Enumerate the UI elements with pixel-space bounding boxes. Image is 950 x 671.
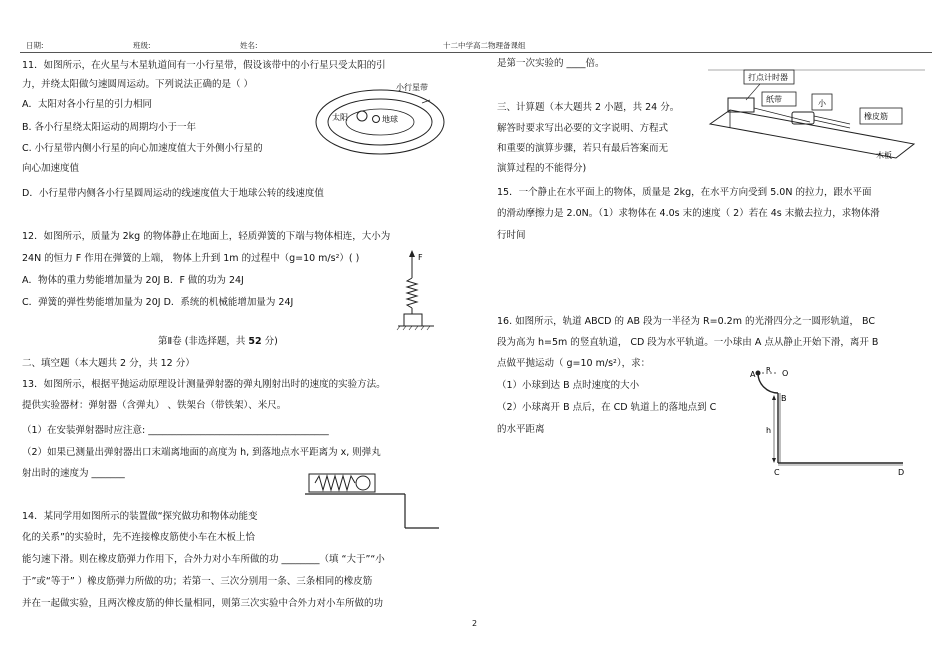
label-height: h	[766, 426, 772, 435]
q16-line5: （2）小球离开 B 点后，在 CD 轨道上的落地点到 C	[497, 402, 717, 413]
q14-line3: 能匀速下滑。则在橡皮筋弹力作用下，合外力对小车所做的功 ________（填 “大于”“小	[22, 554, 385, 565]
label-timer: 打点计时器	[748, 73, 788, 82]
header-class: 班级:	[133, 41, 151, 50]
track-abcd-figure	[738, 365, 913, 485]
calc-instruction-3: 和重要的演算步骤，若只有最后答案而无	[497, 143, 669, 154]
asteroid-belt-figure	[310, 80, 470, 160]
q14-line1: 14．某同学用如图所示的装置做“探究做功和物体动能变	[22, 511, 258, 522]
label-tape: 纸带	[766, 95, 782, 104]
q12-line1: 12．如图所示，质量为 2kg 的物体静止在地面上，轻质弹簧的下端与物体相连，大小为	[22, 231, 391, 242]
q11-option-d: D．小行星带内侧各小行星圆周运动的线速度值大于地球公转的线速度值	[22, 188, 324, 199]
q13-line3: （1）在安装弹射器时应注意: ______________________________________	[22, 425, 329, 436]
section-2-post: 分)	[261, 336, 278, 347]
q12-line2: 24N 的恒力 F 作用在弹簧的上端， 物体上升到 1m 的过程中（g=10 m/s²）( )	[22, 253, 360, 264]
header-school: 十二中学高二物理备课组	[443, 41, 526, 50]
q14-line5: 并在一起做实验，且两次橡皮筋的伸长量相同，则第三次实验中合外力对小车所做的功	[22, 598, 384, 609]
q13-line1: 13．如图所示，根据平抛运动原理设计测量弹射器的弹丸刚射出时的速度的实验方法。	[22, 379, 386, 390]
calc-instruction-4: 演算过程的不能得分)	[497, 163, 587, 174]
q14-continued: 是第一次实验的 ____倍。	[497, 58, 605, 69]
label-point-c: C	[774, 468, 780, 477]
section-2-title	[158, 335, 278, 349]
q11-option-c1: C. 小行星带内侧小行星的向心加速度值大于外侧小行星的	[22, 143, 263, 154]
q12-options-ab: A．物体的重力势能增加量为 20J B．F 做的功为 24J	[22, 275, 244, 286]
q15-line2: 的滑动摩擦力是 2.0N。（1）求物体在 4.0s 末的速度（ 2）若在 4s 末撤去拉力，求物体滑	[497, 208, 880, 219]
q11-option-c2: 向心加速度值	[22, 163, 80, 174]
q14-line4: 于”或“等于” ）橡皮筋弹力所做的功；若第一、三次分别用一条、三条相同的橡皮筋	[22, 576, 373, 587]
q11-line2: 力，并绕太阳做匀速圆周运动。下列说法正确的是（ ）	[22, 79, 254, 90]
calc-section-title: 三、计算题（本大题共 2 小题，共 24 分。	[497, 102, 680, 113]
label-radius: R	[766, 366, 771, 374]
launcher-figure	[305, 466, 445, 532]
label-board: 木板	[876, 151, 892, 160]
q16-line3: 点做平抛运动（ g=10 m/s²），求：	[497, 358, 651, 369]
label-cart: 小	[818, 99, 826, 108]
label-point-o: O	[782, 369, 789, 378]
fill-section-title: 二、填空题（本大题共 2 分，共 12 分）	[22, 358, 195, 369]
q15-line1: 15．一个静止在水平面上的物体，质量是 2kg，在水平方向受到 5.0N 的拉力，跟水平面	[497, 187, 872, 198]
section-2-pre: 第Ⅱ卷 (非选择题，共	[158, 336, 249, 347]
label-point-a: A	[750, 370, 756, 379]
q12-options-cd: C．弹簧的弹性势能增加量为 20J D．系统的机械能增加量为 24J	[22, 297, 294, 308]
header-name: 姓名:	[240, 41, 258, 50]
q13-line5: 射出时的速度为 _______	[22, 468, 125, 479]
calc-instruction-2: 解答时要求写出必要的文字说明、方程式	[497, 123, 669, 134]
section-2-score: 52	[248, 336, 262, 347]
q16-line1: 16. 如图所示，轨道 ABCD 的 AB 段为一半径为 R=0.2m 的光滑四分之一圆形轨道， BC	[497, 316, 875, 327]
label-point-d: D	[898, 468, 905, 477]
label-sun: 太阳	[332, 113, 348, 122]
q11-option-b: B. 各小行星绕太阳运动的周期均小于一年	[22, 122, 197, 133]
label-force-f: F	[418, 253, 423, 262]
label-earth: 地球	[382, 115, 398, 124]
page-number: 2	[472, 619, 478, 628]
header-rule	[20, 52, 932, 53]
label-point-b: B	[781, 394, 787, 403]
q13-line2: 提供实验器材：弹射器（含弹丸） 、铁架台（带铁架）、米尺。	[22, 400, 287, 411]
q16-line4: （1）小球到达 B 点时速度的大小	[497, 380, 640, 391]
q13-line4: （2）如果已测量出弹射器出口末端离地面的高度为 h, 到落地点水平距离为 x, 则弹丸	[22, 447, 381, 458]
label-asteroid-belt: 小行星带	[396, 83, 428, 92]
label-rubber-band: 橡皮筋	[864, 112, 888, 121]
q16-line6: 的水平距离	[497, 424, 545, 435]
q15-line3: 行时间	[497, 230, 526, 241]
header-date: 日期:	[26, 41, 44, 50]
q11-line1: 11．如图所示，在火星与木星轨道间有一小行星带，假设该带中的小行星只受太阳的引	[22, 60, 386, 71]
q11-option-a: A．太阳对各小行星的引力相同	[22, 99, 152, 110]
q16-line2: 段为高为 h=5m 的竖直轨道， CD 段为水平轨道。一小球由 A 点从静止开始下滑，离开 B	[497, 337, 879, 348]
spring-block-figure	[398, 248, 442, 334]
cart-incline-figure	[700, 66, 925, 176]
q14-line2: 化的关系”的实验时，先不连接橡皮筋使小车在木板上恰	[22, 532, 255, 543]
